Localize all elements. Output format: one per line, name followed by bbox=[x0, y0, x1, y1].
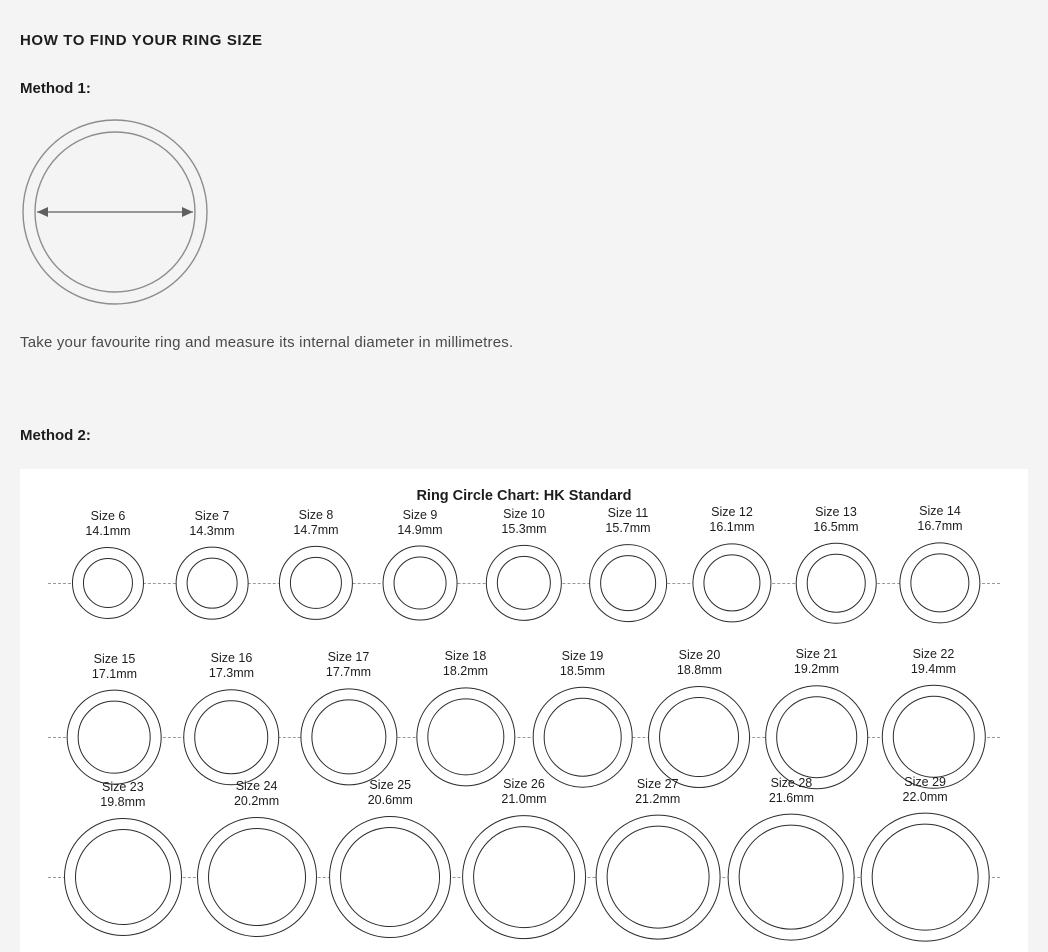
ring-diameter-label: 17.7mm bbox=[325, 665, 372, 680]
ring-diameter-label: 21.2mm bbox=[635, 791, 681, 806]
ring-size-cell bbox=[368, 508, 472, 621]
page-title: HOW TO FIND YOUR RING SIZE bbox=[20, 32, 263, 49]
chart-title: Ring Circle Chart: HK Standard bbox=[416, 488, 632, 504]
ring-circle bbox=[899, 542, 980, 623]
ring-inner-circle bbox=[606, 826, 709, 929]
ring-size-label: Size 12 bbox=[711, 505, 753, 520]
ring-circle bbox=[184, 689, 280, 785]
ring-circle bbox=[796, 543, 877, 624]
ring-size-label: Size 28 bbox=[770, 775, 813, 790]
ring-circle bbox=[383, 546, 458, 621]
ring-size-label: Size 29 bbox=[904, 774, 946, 789]
ring-diameter-label: 19.4mm bbox=[910, 661, 957, 676]
ring-circle bbox=[72, 547, 144, 619]
ring-size-cell bbox=[680, 505, 784, 622]
ring-diameter-label: 14.3mm bbox=[189, 523, 235, 538]
ring-circle bbox=[486, 545, 562, 621]
ring-inner-circle bbox=[543, 698, 622, 777]
ring-circle bbox=[728, 814, 855, 941]
ring-circle bbox=[532, 687, 633, 788]
ring-circle bbox=[416, 687, 515, 786]
ring-size-cell bbox=[591, 777, 725, 940]
ring-size-cell bbox=[173, 651, 290, 785]
ring-size-cell bbox=[641, 648, 758, 788]
ring-inner-circle bbox=[739, 825, 844, 930]
ring-size-label: Size 25 bbox=[369, 778, 412, 793]
ring-size-cell bbox=[290, 650, 407, 785]
ring-diameter-label: 18.5mm bbox=[559, 663, 606, 678]
ring-circle bbox=[197, 817, 317, 937]
ring-inner-circle bbox=[75, 829, 171, 925]
ring-size-label: Size 18 bbox=[444, 649, 487, 664]
ring-inner-circle bbox=[290, 557, 342, 609]
ring-size-label: Size 14 bbox=[919, 504, 961, 519]
ring-diameter-label: 22.0mm bbox=[902, 789, 948, 804]
ring-diameter-label: 20.2mm bbox=[233, 794, 280, 809]
ring-size-cell bbox=[784, 505, 888, 624]
ring-size-label: Size 15 bbox=[93, 651, 136, 666]
ring-size-label: Size 27 bbox=[636, 776, 679, 791]
ring-size-cell bbox=[524, 649, 641, 788]
ring-size-label: Size 10 bbox=[503, 506, 545, 521]
ring-inner-circle bbox=[78, 701, 151, 774]
ring-diameter-label: 16.7mm bbox=[917, 519, 963, 534]
ring-inner-circle bbox=[311, 699, 386, 774]
ring-size-cell bbox=[875, 647, 992, 789]
ring-inner-circle bbox=[187, 558, 238, 609]
ring-diameter-label: 18.8mm bbox=[676, 663, 723, 678]
ring-circle bbox=[279, 546, 353, 620]
ring-size-label: Size 26 bbox=[503, 777, 545, 792]
ring-size-cell bbox=[264, 508, 368, 620]
method-2-label: Method 2: bbox=[20, 427, 91, 444]
ring-size-label: Size 9 bbox=[402, 507, 438, 522]
method-1-label: Method 1: bbox=[20, 80, 91, 97]
ring-size-label: Size 24 bbox=[235, 779, 278, 794]
ring-inner-circle bbox=[872, 824, 979, 931]
ring-diameter-label: 16.5mm bbox=[813, 519, 859, 534]
ring-inner-circle bbox=[340, 827, 440, 927]
ring-inner-circle bbox=[195, 700, 269, 774]
ring-inner-circle bbox=[208, 828, 306, 926]
ring-size-cell bbox=[323, 778, 457, 938]
ring-size-label: Size 6 bbox=[90, 508, 126, 523]
ring-size-cell bbox=[56, 509, 160, 619]
ring-inner-circle bbox=[600, 555, 656, 611]
ring-size-label: Size 21 bbox=[795, 647, 838, 662]
method-1-caption: Take your favourite ring and measure its internal diameter in millimetres. bbox=[20, 334, 514, 351]
ring-circle bbox=[765, 685, 869, 789]
ring-circle bbox=[589, 544, 667, 622]
ring-size-label: Size 23 bbox=[102, 780, 144, 794]
ring-inner-circle bbox=[660, 697, 740, 777]
ring-diameter-label: 18.2mm bbox=[442, 664, 489, 679]
ring-circle bbox=[176, 547, 249, 620]
ring-size-label: Size 19 bbox=[561, 648, 604, 663]
ring-diameter-label: 14.7mm bbox=[293, 522, 339, 537]
ring-size-label: Size 11 bbox=[607, 506, 649, 521]
ring-size-cell bbox=[56, 652, 173, 785]
ring-size-label: Size 7 bbox=[194, 508, 230, 523]
ring-circle bbox=[692, 543, 771, 622]
ring-diameter-label: 14.9mm bbox=[397, 522, 443, 537]
ring-circle bbox=[462, 815, 586, 939]
ring-diameter-label: 14.1mm bbox=[85, 523, 131, 538]
ring-diameter-label: 16.1mm bbox=[709, 520, 755, 535]
ring-size-cell bbox=[160, 509, 264, 620]
ring-circle bbox=[329, 816, 451, 938]
ring-diameter-label: 19.8mm bbox=[100, 795, 146, 809]
ring-circle bbox=[67, 690, 162, 785]
ring-diameter-arrow-icon bbox=[18, 115, 213, 310]
ring-inner-circle bbox=[776, 696, 858, 778]
ring-size-label: Size 8 bbox=[298, 507, 334, 522]
ring-inner-circle bbox=[473, 826, 575, 928]
ring-diameter-label: 15.7mm bbox=[605, 521, 651, 536]
ring-circle bbox=[649, 686, 751, 788]
ring-size-cell bbox=[190, 779, 324, 937]
ring-diameter-label: 17.1mm bbox=[91, 666, 138, 681]
ring-size-cell bbox=[758, 647, 875, 789]
ring-circle bbox=[300, 688, 397, 785]
ring-inner-circle bbox=[807, 554, 866, 613]
ring-circle bbox=[881, 685, 985, 789]
chart-row-3 bbox=[20, 774, 1028, 931]
ring-size-cell bbox=[888, 504, 992, 623]
ring-circle-chart-panel bbox=[20, 469, 1028, 952]
ring-circle bbox=[64, 818, 182, 936]
ring-size-cell bbox=[457, 777, 591, 939]
ring-size-cell bbox=[407, 649, 524, 786]
ring-diameter-label: 20.6mm bbox=[367, 793, 413, 808]
ring-diameter-label: 21.6mm bbox=[768, 790, 814, 805]
ring-inner-circle bbox=[703, 554, 760, 611]
ring-diameter-label: 15.3mm bbox=[501, 521, 547, 536]
ring-diameter-label: 21.0mm bbox=[501, 792, 547, 807]
ring-circle bbox=[861, 813, 990, 942]
ring-size-cell bbox=[725, 776, 859, 941]
ring-size-label: Size 16 bbox=[210, 651, 253, 666]
ring-size-label: Size 13 bbox=[815, 504, 857, 519]
ring-circle bbox=[595, 815, 720, 940]
ring-inner-circle bbox=[83, 558, 133, 608]
ring-size-label: Size 20 bbox=[678, 648, 721, 663]
ring-size-cell bbox=[858, 775, 992, 942]
ring-size-cell bbox=[56, 780, 190, 936]
ring-diameter-label: 17.3mm bbox=[208, 666, 255, 681]
ring-size-label: Size 17 bbox=[327, 650, 370, 665]
ring-size-cell bbox=[576, 506, 680, 622]
ring-inner-circle bbox=[394, 557, 447, 610]
ring-size-cell bbox=[472, 507, 576, 621]
ring-diameter-label: 19.2mm bbox=[793, 662, 840, 677]
ring-size-label: Size 22 bbox=[912, 646, 955, 661]
